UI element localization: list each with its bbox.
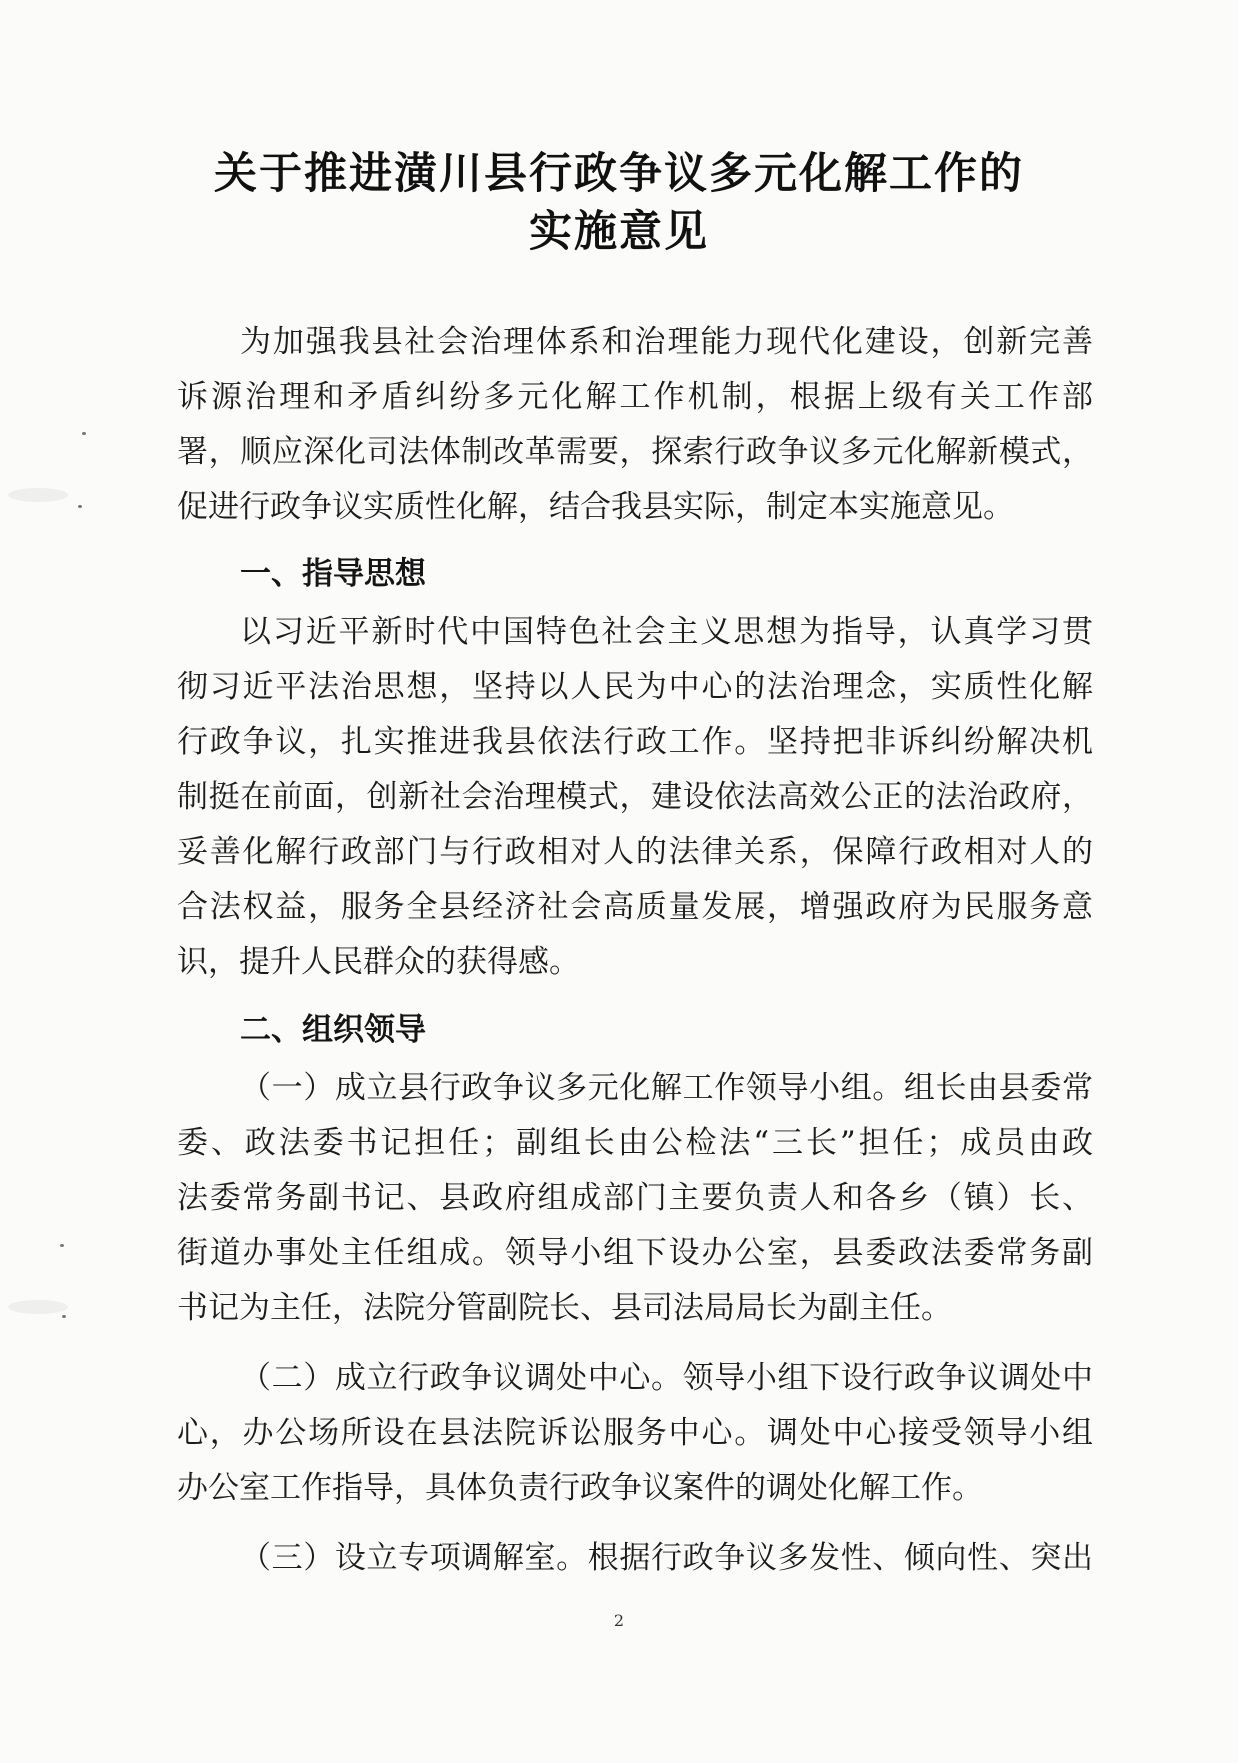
document-title-line-2: 实施意见 [529,207,709,257]
body-text-line: （一）成立县行政争议多元化解工作领导小组。组长由县委常 [240,1070,1093,1106]
scan-speck [60,1244,64,1247]
page-number: 2 [613,1611,625,1630]
scan-speck [78,505,82,508]
body-text-line: （三）设立专项调解室。根据行政争议多发性、倾向性、突出 [240,1540,1093,1576]
scan-speck [62,1315,66,1318]
body-text-line: 诉源治理和矛盾纠纷多元化解工作机制，根据上级有关工作部 [177,379,1093,415]
body-text-line: 以习近平新时代中国特色社会主义思想为指导，认真学习贯 [240,614,1093,650]
body-text-line: 识，提升人民群众的获得感。 [177,944,580,980]
body-text-line: 法委常务副书记、县政府组成部门主要负责人和各乡（镇）长、 [177,1180,1093,1216]
body-text-line: 制挺在前面，创新社会治理模式，建设依法高效公正的法治政府， [177,779,1093,815]
document-title-line-1: 关于推进潢川县行政争议多元化解工作的 [214,149,1024,199]
body-text-line: 委、政法委书记担任；副组长由公检法“三长”担任；成员由政 [177,1125,1093,1161]
scan-smudge [8,488,68,502]
scan-smudge [8,1300,68,1314]
section-heading: 二、组织领导 [240,1012,426,1048]
body-text-line: 办公室工作指导，具体负责行政争议案件的调处化解工作。 [177,1470,983,1506]
body-text-line: 促进行政争议实质性化解，结合我县实际，制定本实施意见。 [177,489,1014,525]
body-text-line: （二）成立行政争议调处中心。领导小组下设行政争议调处中 [240,1360,1093,1396]
body-text-line: 行政争议，扎实推进我县依法行政工作。坚持把非诉纠纷解决机 [177,724,1093,760]
body-text-line: 为加强我县社会治理体系和治理能力现代化建设，创新完善 [240,324,1093,360]
body-text-line: 心，办公场所设在县法院诉讼服务中心。调处中心接受领导小组 [177,1415,1093,1451]
body-text-line: 妥善化解行政部门与行政相对人的法律关系，保障行政相对人的 [177,834,1093,870]
scan-speck [82,432,86,435]
body-text-line: 彻习近平法治思想，坚持以人民为中心的法治理念，实质性化解 [177,669,1093,705]
body-text-line: 合法权益，服务全县经济社会高质量发展，增强政府为民服务意 [177,889,1093,925]
body-text-line: 署，顺应深化司法体制改革需要，探索行政争议多元化解新模式， [177,434,1093,470]
section-heading: 一、指导思想 [240,556,426,592]
body-text-line: 街道办事处主任组成。领导小组下设办公室，县委政法委常务副 [177,1235,1093,1271]
body-text-line: 书记为主任，法院分管副院长、县司法局局长为副主任。 [177,1290,952,1326]
